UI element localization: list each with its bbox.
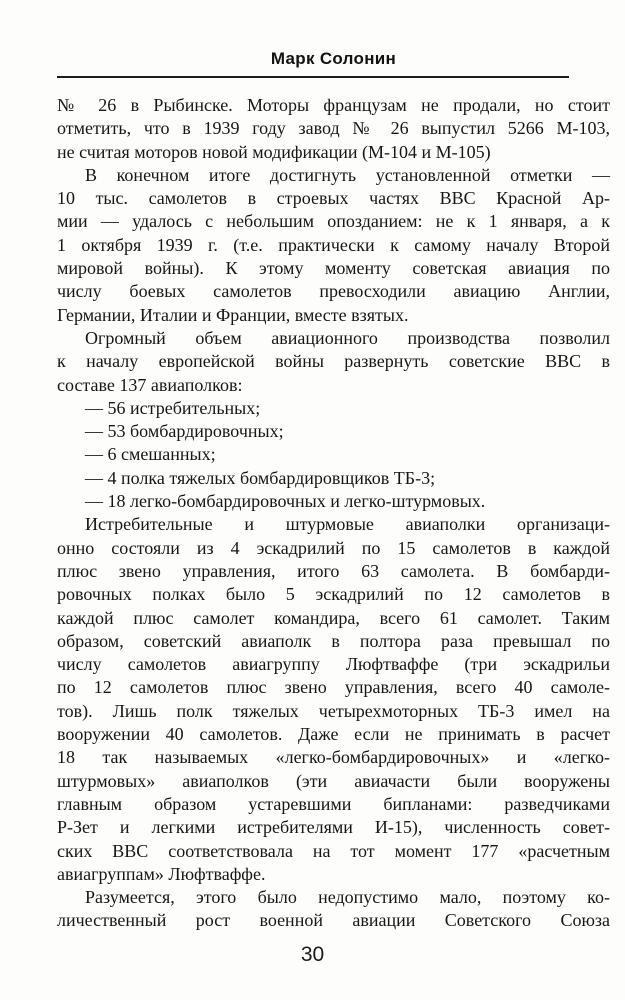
text-line: В конечном итоге достигнуть установленной отметки — xyxy=(85,164,610,185)
text-line: Истребительные и штурмовые авиаполки организаци- xyxy=(85,514,610,535)
paragraph-block xyxy=(57,513,610,886)
text-line: числу боевых самолетов превосходили авиацию Англии, xyxy=(57,281,610,302)
header-rule xyxy=(57,76,569,78)
text-line: составе 137 авиаполков: xyxy=(57,374,243,395)
text-line: Огромный объем авиационного производства позволил xyxy=(85,327,610,348)
paragraph-block xyxy=(57,327,610,397)
text-line: отметить, что в 1939 году завод № 26 выпустил 5266 М-103, xyxy=(57,118,610,139)
text-line: мировой войны). К этому моменту советская авиация по xyxy=(57,258,610,279)
text-line: 18 так называемых «легко-бомбардировочных» и «легко- xyxy=(57,747,610,768)
list-item-line: — 56 истребительных; xyxy=(85,397,261,418)
text-line: образом, советский авиаполк в полтора раза превышал по xyxy=(57,630,610,651)
page-body xyxy=(57,94,610,933)
text-line: главным образом устаревшими бипланами: разведчиками xyxy=(57,793,610,814)
text-line: числу самолетов авиагруппу Люфтваффе (три эскадрильи xyxy=(57,654,610,675)
list-block xyxy=(57,397,610,513)
text-line: ровочных полках было 5 эскадрилий по 12 самолетов в xyxy=(57,584,610,605)
text-line: к началу европейской войны развернуть советские ВВС в xyxy=(57,351,610,372)
text-line: личественный рост военной авиации Советского Союза xyxy=(57,910,610,931)
paragraph-block xyxy=(57,164,610,327)
text-line: 10 тыс. самолетов в строевых частях ВВС Красной Ар- xyxy=(57,188,610,209)
text-line: штурмовых» авиаполков (эти авиачасти были вооружены xyxy=(57,770,610,791)
text-line: 1 октября 1939 г. (т.е. практически к самому началу Второй xyxy=(57,234,610,255)
list-item-line: — 18 легко-бомбардировочных и легко-штурмовых. xyxy=(85,491,486,512)
text-line: онно состояли из 4 эскадрилий по 15 самолетов в каждой xyxy=(57,537,610,558)
list-item-line: — 4 полка тяжелых бомбардировщиков ТБ-3; xyxy=(85,467,436,488)
paragraph-block xyxy=(57,886,610,933)
text-line: авиагруппам» Люфтваффе. xyxy=(57,863,266,884)
text-line: плюс звено управления, итого 63 самолета. В бомбарди- xyxy=(57,560,610,581)
paragraph-block xyxy=(57,94,610,164)
page-number: 30 xyxy=(300,943,325,966)
text-line: Разумеется, этого было недопустимо мало, поэтому ко- xyxy=(85,887,610,908)
list-item-line: — 6 смешанных; xyxy=(85,444,216,465)
text-line: не считая моторов новой модификации (М-104 и М-105) xyxy=(57,141,491,162)
running-header-author: Марк Солонин xyxy=(270,49,397,68)
text-line: по 12 самолетов плюс звено управления, всего 40 самоле- xyxy=(57,677,610,698)
text-line: тов). Лишь полк тяжелых четырехмоторных ТБ-3 имел на xyxy=(57,700,610,721)
text-line: Германии, Италии и Франции, вместе взятых. xyxy=(57,304,409,325)
text-line: ских ВВС соответствовала на тот момент 177 «расчетным xyxy=(57,840,610,861)
text-line: вооружении 40 самолетов. Даже если не принимать в расчет xyxy=(57,724,610,745)
text-line: каждой плюс самолет командира, всего 61 самолет. Таким xyxy=(57,607,610,628)
list-item-line: — 53 бомбардировочных; xyxy=(85,421,284,442)
text-line: № 26 в Рыбинске. Моторы французам не продали, но стоит xyxy=(57,95,610,115)
text-line: Р-Зет и легкими истребителями И-15), численность совет- xyxy=(57,817,610,838)
text-line: мии — удалось с небольшим опозданием: не к 1 января, а к xyxy=(57,211,610,232)
